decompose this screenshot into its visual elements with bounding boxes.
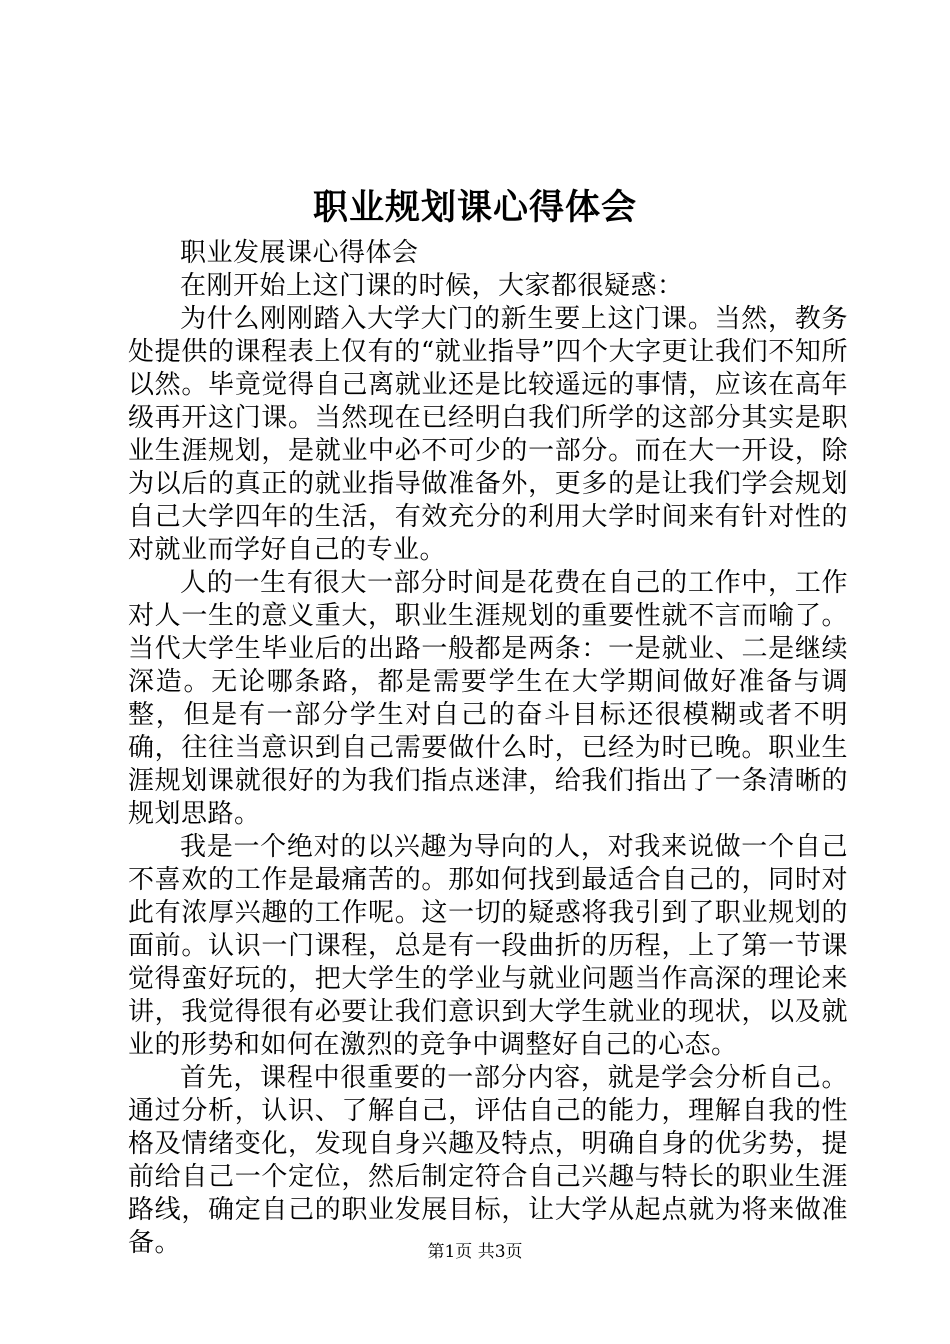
paragraph-why-course: 为什么刚刚踏入大学大门的新生要上这门课。当然，教务处提供的课程表上仅有的“就业指导”四个大字更让我们不知所以然。毕竟觉得自己离就业还是比较遥远的事情，应该在高年级再开这门课。当然现在已经明白我们所学的这部分其实是职业生涯规划，是就业中必不可少的一部分。而在大一开设，除为以后的真正的就业指导做准备外，更多的是让我们学会规划自己大学四年的生活，有效充分的利用大学时间来有针对性的对就业而学好自己的专业。 (128, 304, 848, 565)
paragraph-interest: 我是一个绝对的以兴趣为导向的人，对我来说做一个自己不喜欢的工作是最痛苦的。那如何找到最适合自己的，同时对此有浓厚兴趣的工作呢。这一切的疑惑将我引到了职业规划的面前。认识一门课程，总是有一段曲折的历程，上了第一节课觉得蛮好玩的，把大学生的学业与就业问题当作高深的理论来讲，我觉得很有必要让我们意识到大学生就业的现状，以及就业的形势和如何在激烈的竞争中调整好自己的心态。 (128, 832, 848, 1060)
document-body (128, 237, 848, 1260)
paragraph-intro: 在刚开始上这门课的时候，大家都很疑惑： (180, 271, 684, 301)
page-number-footer: 第1页 共3页 (427, 1242, 523, 1262)
document-title: 职业规划课心得体会 (312, 187, 637, 228)
paragraph-importance: 人的一生有很大一部分时间是花费在自己的工作中，工作对人一生的意义重大，职业生涯规划的重要性就不言而喻了。当代大学生毕业后的出路一般都是两条：一是就业、二是继续深造。无论哪条路，都是需要学生在大学期间做好准备与调整，但是有一部分学生对自己的奋斗目标还很模糊或者不明确，往往当意识到自己需要做什么时，已经为时已晚。职业生涯规划课就很好的为我们指点迷津，给我们指出了一条清晰的规划思路。 (128, 568, 848, 829)
paragraph-self-analysis: 首先，课程中很重要的一部分内容，就是学会分析自己。通过分析，认识、了解自己，评估自己的能力，理解自我的性格及情绪变化，发现自身兴趣及特点，明确自身的优劣势，提前给自己一个定位，然后制定符合自己兴趣与特长的职业生涯路线，确定自己的职业发展目标，让大学从起点就为将来做准备。 (128, 1063, 848, 1258)
paragraph-subtitle: 职业发展课心得体会 (180, 238, 419, 268)
